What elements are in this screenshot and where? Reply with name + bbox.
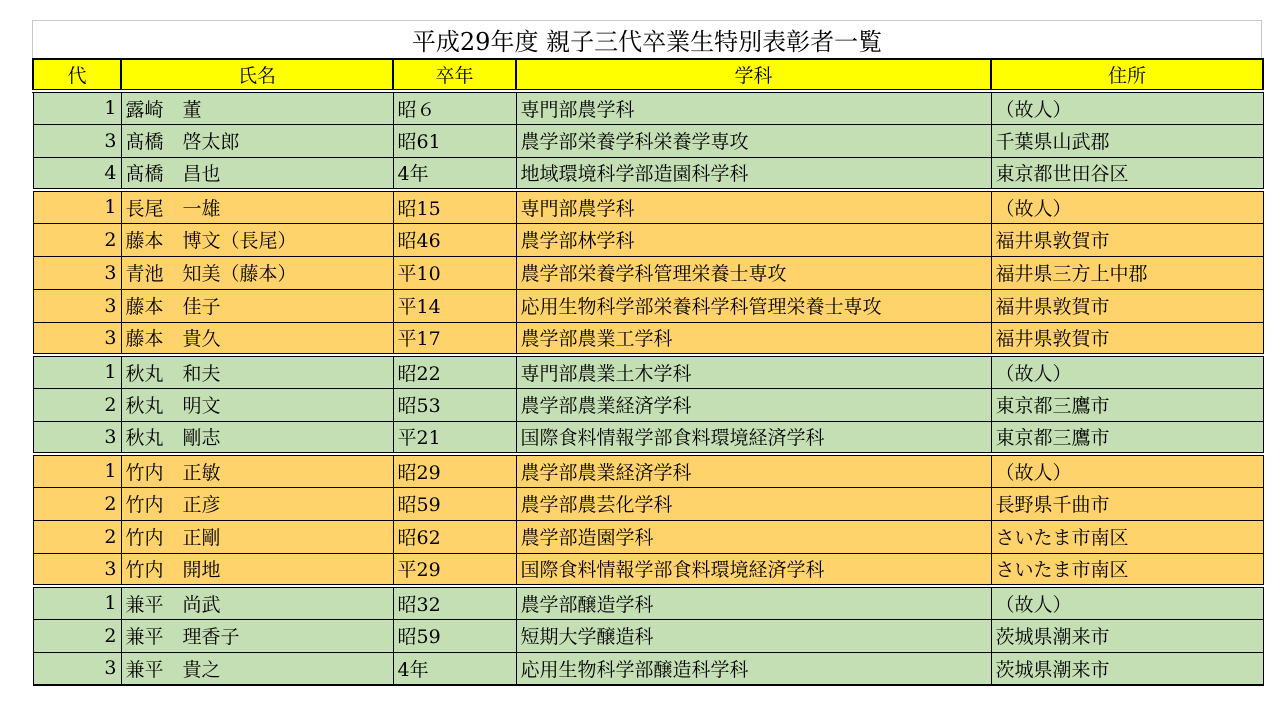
generation-cell: 2: [33, 388, 121, 421]
name-cell: 竹内 正剛: [121, 520, 393, 553]
department-cell: 農学部農業経済学科: [516, 454, 991, 487]
name-cell: 髙橋 昌也: [121, 157, 393, 190]
name-cell: 秋丸 明文: [121, 388, 393, 421]
generation-cell: 2: [33, 487, 121, 520]
address-cell: 東京都世田谷区: [991, 157, 1263, 190]
table-row: [33, 355, 1263, 388]
table-row: [33, 91, 1263, 124]
address-cell: （故人）: [991, 586, 1263, 619]
grad-year-cell: 昭46: [393, 223, 516, 256]
department-cell: 国際食料情報学部食料環境経済学科: [516, 553, 991, 586]
header-name: 氏名: [121, 59, 393, 91]
generation-cell: 3: [33, 322, 121, 355]
table-row: [33, 652, 1263, 685]
grad-year-cell: 4年: [393, 652, 516, 685]
grad-year-cell: 平17: [393, 322, 516, 355]
address-cell: 千葉県山武郡: [991, 124, 1263, 157]
name-cell: 露崎 董: [121, 91, 393, 124]
department-cell: 農学部造園学科: [516, 520, 991, 553]
table-row: [33, 586, 1263, 619]
department-cell: 農学部栄養学科管理栄養士専攻: [516, 256, 991, 289]
table-row: [33, 190, 1263, 223]
header-generation: 代: [33, 59, 121, 91]
grad-year-cell: 昭61: [393, 124, 516, 157]
name-cell: 兼平 理香子: [121, 619, 393, 652]
table-row: [33, 553, 1263, 586]
name-cell: 藤本 佳子: [121, 289, 393, 322]
address-cell: 茨城県潮来市: [991, 652, 1263, 685]
grad-year-cell: 平14: [393, 289, 516, 322]
address-cell: 福井県敦賀市: [991, 322, 1263, 355]
grad-year-cell: 昭６: [393, 91, 516, 124]
generation-cell: 3: [33, 124, 121, 157]
table-row: [33, 157, 1263, 190]
address-cell: 福井県敦賀市: [991, 223, 1263, 256]
department-cell: 国際食料情報学部食料環境経済学科: [516, 421, 991, 454]
table-row: [33, 223, 1263, 256]
generation-cell: 1: [33, 91, 121, 124]
generation-cell: 3: [33, 289, 121, 322]
generation-cell: 1: [33, 355, 121, 388]
generation-cell: 2: [33, 223, 121, 256]
name-cell: 秋丸 和夫: [121, 355, 393, 388]
name-cell: 藤本 博文（長尾）: [121, 223, 393, 256]
department-cell: 農学部農業経済学科: [516, 388, 991, 421]
grad-year-cell: 昭15: [393, 190, 516, 223]
table-row: [33, 454, 1263, 487]
table-body: [33, 91, 1263, 685]
name-cell: 兼平 貴之: [121, 652, 393, 685]
grad-year-cell: 平29: [393, 553, 516, 586]
grad-year-cell: 昭32: [393, 586, 516, 619]
table-row: [33, 388, 1263, 421]
name-cell: 髙橋 啓太郎: [121, 124, 393, 157]
address-cell: 福井県敦賀市: [991, 289, 1263, 322]
address-cell: 長野県千曲市: [991, 487, 1263, 520]
address-cell: （故人）: [991, 454, 1263, 487]
grad-year-cell: 4年: [393, 157, 516, 190]
sheet-title: 平成29年度 親子三代卒業生特別表彰者一覧: [32, 20, 1262, 58]
table-row: [33, 322, 1263, 355]
grad-year-cell: 昭29: [393, 454, 516, 487]
header-row: [33, 59, 1263, 91]
honoree-table: [32, 58, 1264, 686]
name-cell: 竹内 開地: [121, 553, 393, 586]
table-row: [33, 619, 1263, 652]
address-cell: 茨城県潮来市: [991, 619, 1263, 652]
grad-year-cell: 平10: [393, 256, 516, 289]
table-row: [33, 289, 1263, 322]
grad-year-cell: 昭53: [393, 388, 516, 421]
header-department: 学科: [516, 59, 991, 91]
address-cell: （故人）: [991, 190, 1263, 223]
name-cell: 藤本 貴久: [121, 322, 393, 355]
generation-cell: 3: [33, 256, 121, 289]
address-cell: （故人）: [991, 91, 1263, 124]
department-cell: 応用生物科学部栄養科学科管理栄養士専攻: [516, 289, 991, 322]
name-cell: 竹内 正敏: [121, 454, 393, 487]
grad-year-cell: 昭22: [393, 355, 516, 388]
department-cell: 地域環境科学部造園科学科: [516, 157, 991, 190]
department-cell: 専門部農学科: [516, 91, 991, 124]
generation-cell: 1: [33, 454, 121, 487]
department-cell: 応用生物科学部醸造科学科: [516, 652, 991, 685]
department-cell: 農学部林学科: [516, 223, 991, 256]
grad-year-cell: 平21: [393, 421, 516, 454]
name-cell: 青池 知美（藤本）: [121, 256, 393, 289]
address-cell: （故人）: [991, 355, 1263, 388]
grad-year-cell: 昭62: [393, 520, 516, 553]
generation-cell: 2: [33, 520, 121, 553]
name-cell: 秋丸 剛志: [121, 421, 393, 454]
table-row: [33, 421, 1263, 454]
department-cell: 農学部農芸化学科: [516, 487, 991, 520]
department-cell: 専門部農業土木学科: [516, 355, 991, 388]
header-grad-year: 卒年: [393, 59, 516, 91]
header-address: 住所: [991, 59, 1263, 91]
department-cell: 農学部醸造学科: [516, 586, 991, 619]
generation-cell: 4: [33, 157, 121, 190]
department-cell: 農学部栄養学科栄養学専攻: [516, 124, 991, 157]
department-cell: 専門部農学科: [516, 190, 991, 223]
table-row: [33, 520, 1263, 553]
generation-cell: 1: [33, 586, 121, 619]
table-row: [33, 487, 1263, 520]
generation-cell: 1: [33, 190, 121, 223]
grad-year-cell: 昭59: [393, 619, 516, 652]
address-cell: 東京都三鷹市: [991, 388, 1263, 421]
name-cell: 竹内 正彦: [121, 487, 393, 520]
department-cell: 農学部農業工学科: [516, 322, 991, 355]
generation-cell: 2: [33, 619, 121, 652]
table-row: [33, 256, 1263, 289]
name-cell: 兼平 尚武: [121, 586, 393, 619]
address-cell: さいたま市南区: [991, 553, 1263, 586]
honoree-sheet: [32, 20, 1262, 686]
grad-year-cell: 昭59: [393, 487, 516, 520]
department-cell: 短期大学醸造科: [516, 619, 991, 652]
address-cell: さいたま市南区: [991, 520, 1263, 553]
generation-cell: 3: [33, 553, 121, 586]
name-cell: 長尾 一雄: [121, 190, 393, 223]
address-cell: 福井県三方上中郡: [991, 256, 1263, 289]
address-cell: 東京都三鷹市: [991, 421, 1263, 454]
generation-cell: 3: [33, 421, 121, 454]
generation-cell: 3: [33, 652, 121, 685]
table-row: [33, 124, 1263, 157]
